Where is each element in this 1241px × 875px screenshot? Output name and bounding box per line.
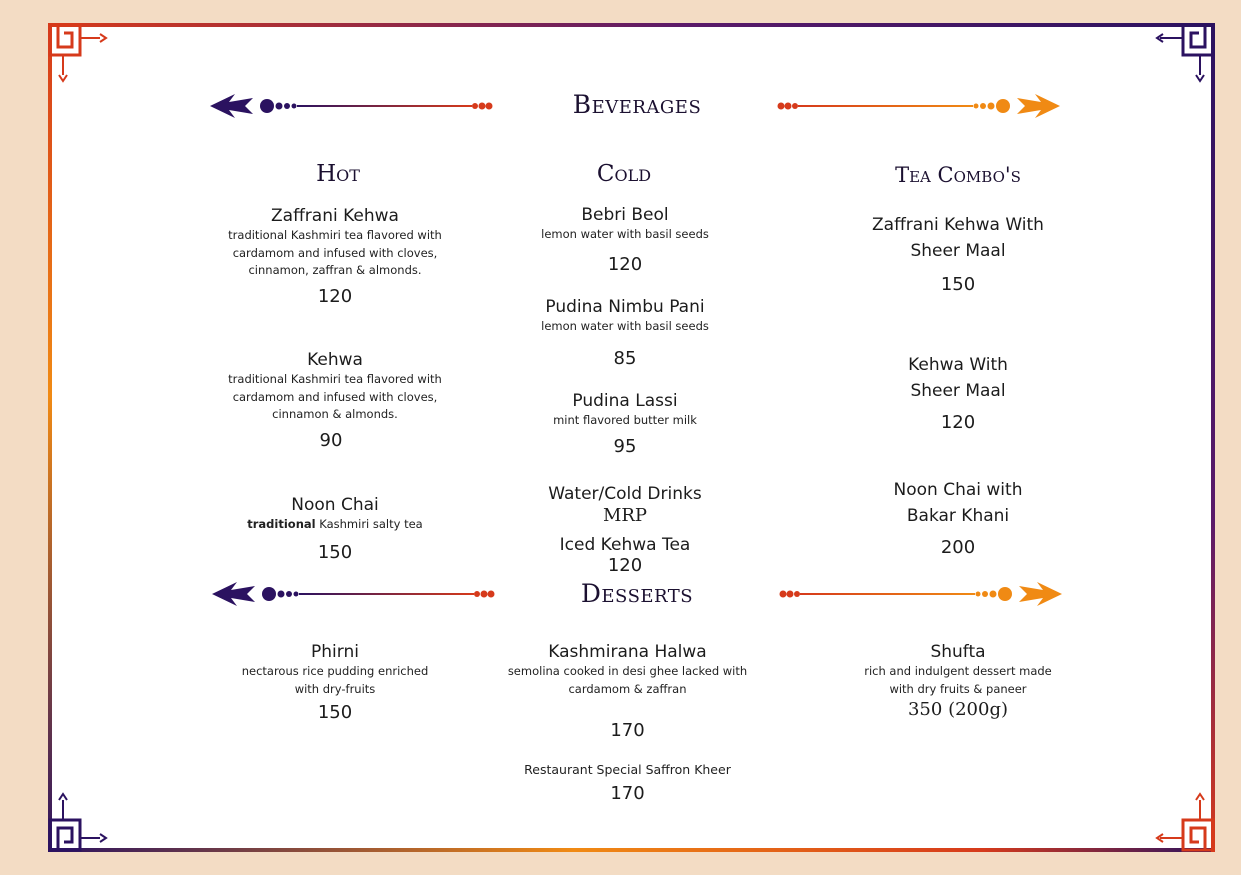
- item-name: Restaurant Special Saffron Kheer: [524, 762, 731, 777]
- item-name: Kehwa: [307, 350, 363, 370]
- item-price: 120: [317, 285, 353, 307]
- item-description: cardamom & zaffran: [568, 681, 687, 696]
- item-description: cardamom and infused with cloves,: [232, 389, 438, 404]
- item-price: 120: [607, 555, 643, 576]
- hot-column-title: Hot: [316, 161, 360, 187]
- beverages-title: Beverages: [572, 90, 702, 119]
- item-description: mint flavored butter milk: [553, 413, 697, 427]
- menu-item-iced-kehwa-tea: [490, 534, 760, 576]
- item-name: Zaffrani Kehwa: [271, 206, 399, 226]
- menu-item-bebri-beol: [490, 204, 760, 275]
- menu-item-zaffrani-kehwa: [200, 205, 470, 307]
- item-name: Pudina Lassi: [572, 391, 678, 411]
- cold-column-title: Cold: [596, 161, 652, 187]
- item-name: Kashmirana Halwa: [548, 642, 707, 662]
- menu-item-kehwa-sheer-maal: [835, 352, 1081, 433]
- item-description: rich and indulgent dessert made: [864, 664, 1052, 678]
- item-name: Pudina Nimbu Pani: [545, 297, 705, 317]
- item-price: 200: [940, 537, 976, 558]
- item-price: 350 (200g): [907, 699, 1008, 720]
- item-price: 120: [607, 253, 643, 275]
- menu-item-kehwa: [200, 349, 470, 451]
- menu-item-shufta: [825, 641, 1091, 720]
- item-name: Sheer Maal: [910, 241, 1006, 261]
- item-description: cardamom and infused with cloves,: [232, 245, 438, 260]
- menu-item-kashmirana-halwa: [490, 641, 765, 741]
- item-price: 150: [940, 274, 976, 295]
- menu-item-phirni: [200, 641, 470, 723]
- item-description: semolina cooked in desi ghee lacked with: [507, 664, 748, 678]
- menu-item-zaffrani-kehwa-sheer-maal: [835, 212, 1081, 295]
- item-name: Kehwa With: [908, 355, 1008, 375]
- item-name: Bebri Beol: [581, 205, 669, 225]
- item-name: Sheer Maal: [910, 381, 1006, 401]
- item-name: Zaffrani Kehwa With: [872, 215, 1044, 235]
- item-price: 85: [613, 347, 637, 369]
- item-name: Bakar Khani: [906, 506, 1010, 526]
- item-price: 95: [613, 435, 637, 457]
- menu-item-pudina-lassi: [490, 390, 760, 457]
- divider-ornament-left-beverages: [205, 88, 495, 124]
- menu-item-noon-chai-bakar-khani: [835, 477, 1081, 558]
- item-description: with dry fruits & paneer: [889, 681, 1027, 696]
- item-name: Noon Chai with: [893, 480, 1023, 500]
- item-price: 120: [940, 412, 976, 433]
- divider-ornament-right-desserts: [777, 576, 1067, 612]
- item-name: Phirni: [311, 642, 359, 662]
- item-price: 150: [317, 541, 353, 563]
- desserts-title: Desserts: [580, 579, 694, 608]
- item-price: 170: [610, 782, 645, 804]
- menu-item-noon-chai: [200, 494, 470, 563]
- item-description: with dry-fruits: [294, 681, 376, 696]
- item-name: Noon Chai: [291, 495, 379, 515]
- item-name: Iced Kehwa Tea: [559, 535, 691, 555]
- item-description: lemon water with basil seeds: [541, 227, 709, 241]
- item-description: [200, 516, 470, 534]
- item-description: traditional Kashmiri tea flavored with: [228, 228, 442, 242]
- divider-ornament-right-beverages: [775, 88, 1065, 124]
- item-price: 150: [317, 702, 353, 723]
- item-description: cinnamon & almonds.: [272, 407, 398, 421]
- item-name: Water/Cold Drinks: [548, 484, 702, 504]
- item-price: 170: [610, 720, 645, 741]
- item-price: MRP: [602, 505, 648, 526]
- tea-combos-column-title: Tea Combo's: [895, 163, 1021, 187]
- item-description-rest: Kashmiri salty tea: [315, 517, 423, 531]
- item-description-bold: traditional: [247, 517, 316, 531]
- item-name: Shufta: [930, 642, 986, 662]
- menu-item-pudina-nimbu-pani: [490, 296, 760, 369]
- divider-ornament-left-desserts: [207, 576, 497, 612]
- menu-item-water-cold-drinks: [490, 483, 760, 526]
- item-description: traditional Kashmiri tea flavored with: [228, 372, 442, 386]
- item-price: 90: [319, 429, 343, 451]
- item-description: cinnamon, zaffran & almonds.: [248, 263, 422, 277]
- item-description: lemon water with basil seeds: [541, 319, 709, 333]
- item-description: nectarous rice pudding enriched: [241, 664, 429, 678]
- menu-item-saffron-kheer: [490, 761, 765, 804]
